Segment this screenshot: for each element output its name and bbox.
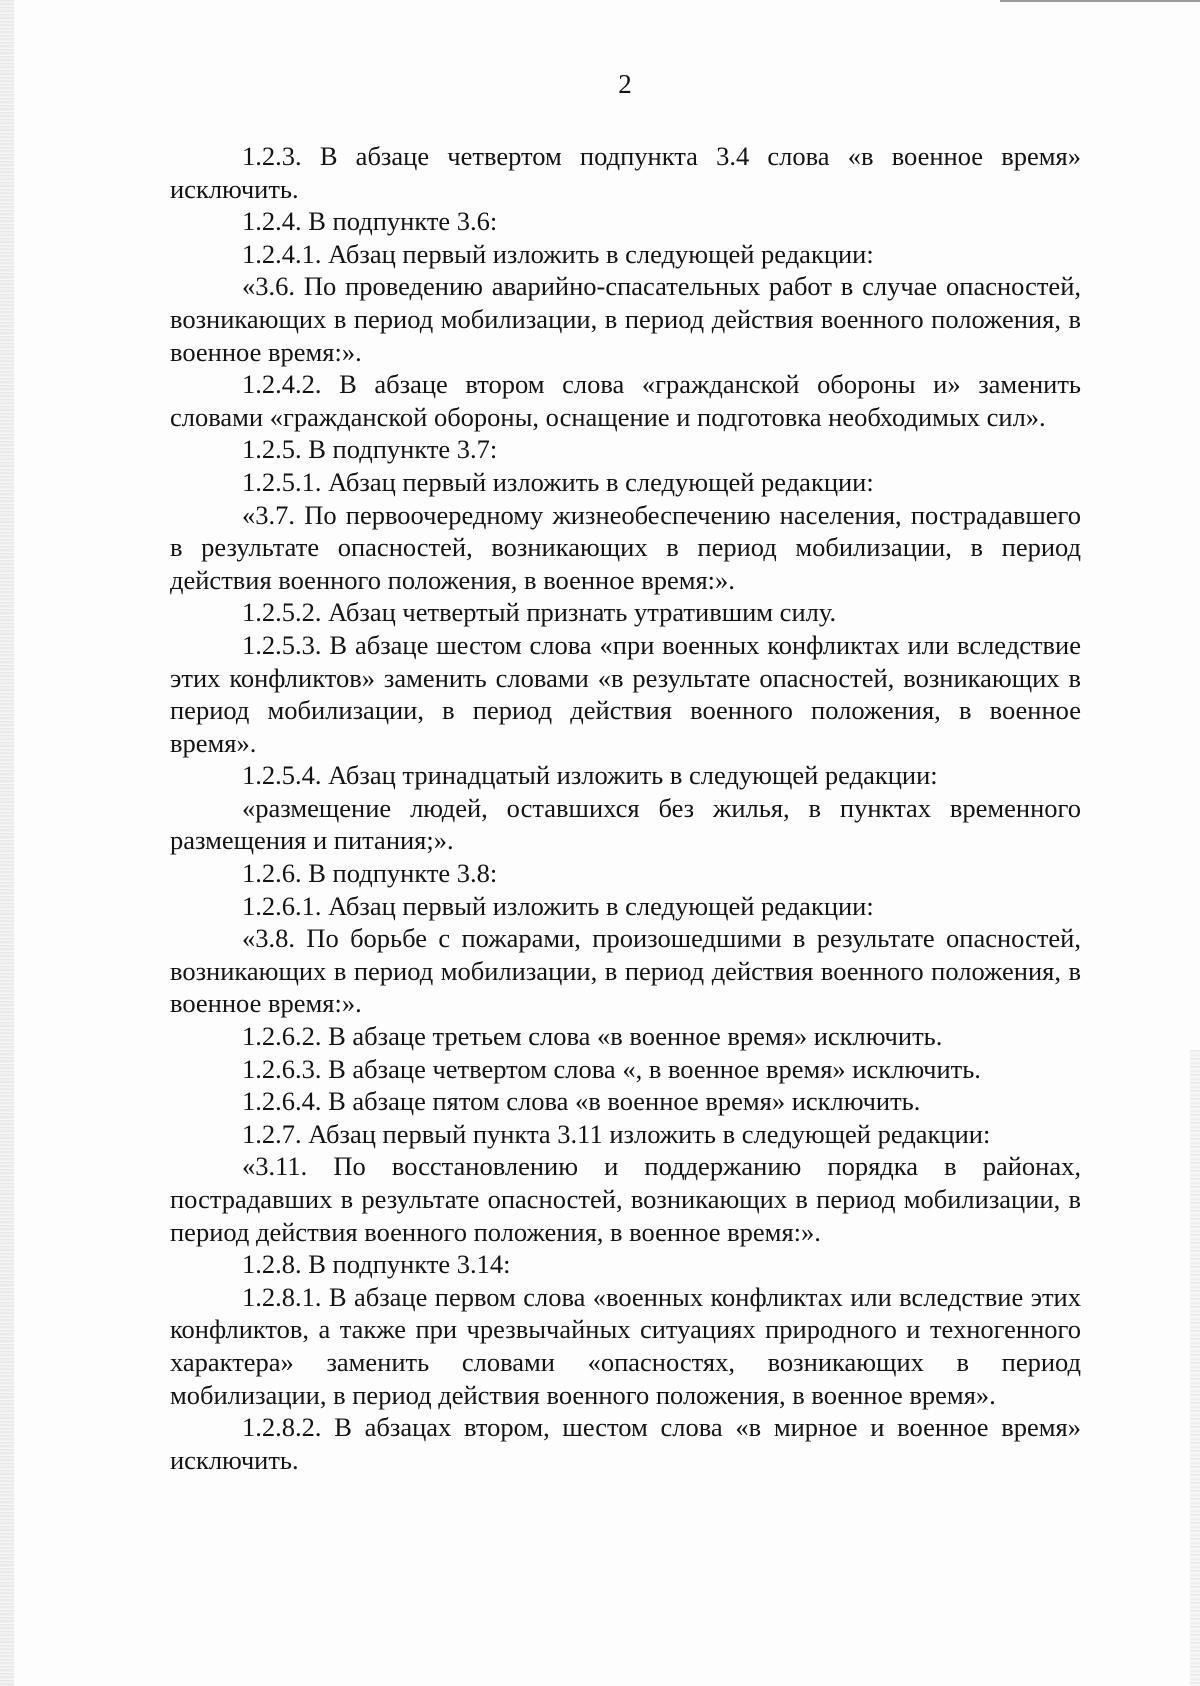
paragraph-quote-3-8: «3.8. По борьбе с пожарами, произошедшими в результате опасностей, возникающих в период мобилизации, в период действия военного положения, в военное время:». xyxy=(170,923,1081,1019)
paragraph-1-2-5-1: 1.2.5.1. Абзац первый изложить в следующей редакции: xyxy=(242,466,874,497)
scan-edge-right xyxy=(1190,1050,1200,1686)
document-body xyxy=(170,140,1081,1476)
paragraph-1-2-7: 1.2.7. Абзац первый пункта 3.11 изложить в следующей редакции: xyxy=(242,1118,991,1149)
paragraph-1-2-3: 1.2.3. В абзаце четвертом подпункта 3.4 слова «в военное время» исключить. xyxy=(170,141,1081,204)
paragraph-1-2-4-1: 1.2.4.1. Абзац первый изложить в следующей редакции: xyxy=(242,238,874,269)
paragraph-1-2-8-2: 1.2.8.2. В абзацах втором, шестом слова «в мирное и военное время» исключить. xyxy=(170,1412,1081,1475)
paragraph-quote-3-7: «3.7. По первоочередному жизнеобеспечению населения, пострадавшего в результате опасностей, возникающих в период мобилизации, в период действия военного положения, в военное время:». xyxy=(170,499,1081,595)
paragraph-1-2-5-3: 1.2.5.3. В абзаце шестом слова «при военных конфликтах или вследствие этих конфликтов» заменить словами «в результате опасностей, возникающих в период мобилизации, в период действия военного положения, в военное время». xyxy=(170,629,1081,758)
paragraph-1-2-4: 1.2.4. В подпункте 3.6: xyxy=(242,206,498,237)
paragraph-quote-placement: «размещение людей, оставшихся без жилья, в пунктах временного размещения и питания;». xyxy=(170,792,1081,856)
paragraph-1-2-8-1: 1.2.8.1. В абзаце первом слова «военных конфликтах или вследствие этих конфликтов, а также при чрезвычайных ситуациях природного и техногенного характера» заменить словами «опасностях, возникающих в период мобилизации, в период действия военного положения, в военное время». xyxy=(170,1281,1081,1410)
paragraph-quote-3-11: «3.11. По восстановлению и поддержанию порядка в районах, пострадавших в результате опасностей, возникающих в период мобилизации, в период действия военного положения, в военное время:». xyxy=(170,1151,1081,1247)
paragraph-1-2-5: 1.2.5. В подпункте 3.7: xyxy=(242,434,498,465)
scan-edge-left xyxy=(0,0,14,1686)
paragraph-1-2-6-1: 1.2.6.1. Абзац первый изложить в следующей редакции: xyxy=(242,890,874,921)
paragraph-1-2-6-3: 1.2.6.3. В абзаце четвертом слова «, в военное время» исключить. xyxy=(242,1053,981,1084)
paragraph-1-2-6: 1.2.6. В подпункте 3.8: xyxy=(242,858,498,889)
paragraph-1-2-6-4: 1.2.6.4. В абзаце пятом слова «в военное время» исключить. xyxy=(242,1086,921,1117)
paragraph-1-2-6-2: 1.2.6.2. В абзаце третьем слова «в военное время» исключить. xyxy=(242,1021,943,1052)
page-number: 2 xyxy=(618,69,632,99)
paragraph-1-2-8: 1.2.8. В подпункте 3.14: xyxy=(242,1249,511,1280)
paragraph-1-2-5-2: 1.2.5.2. Абзац четвертый признать утратившим силу. xyxy=(242,597,837,628)
scan-top-line xyxy=(1000,0,1200,2)
paragraph-1-2-5-4: 1.2.5.4. Абзац тринадцатый изложить в следующей редакции: xyxy=(242,760,938,791)
paragraph-quote-3-6: «3.6. По проведению аварийно-спасательных работ в случае опасностей, возникающих в период мобилизации, в период действия военного положения, в военное время:». xyxy=(170,271,1081,367)
paragraph-1-2-4-2: 1.2.4.2. В абзаце втором слова «гражданской обороны и» заменить словами «гражданской обороны, оснащение и подготовка необходимых сил». xyxy=(170,369,1081,432)
